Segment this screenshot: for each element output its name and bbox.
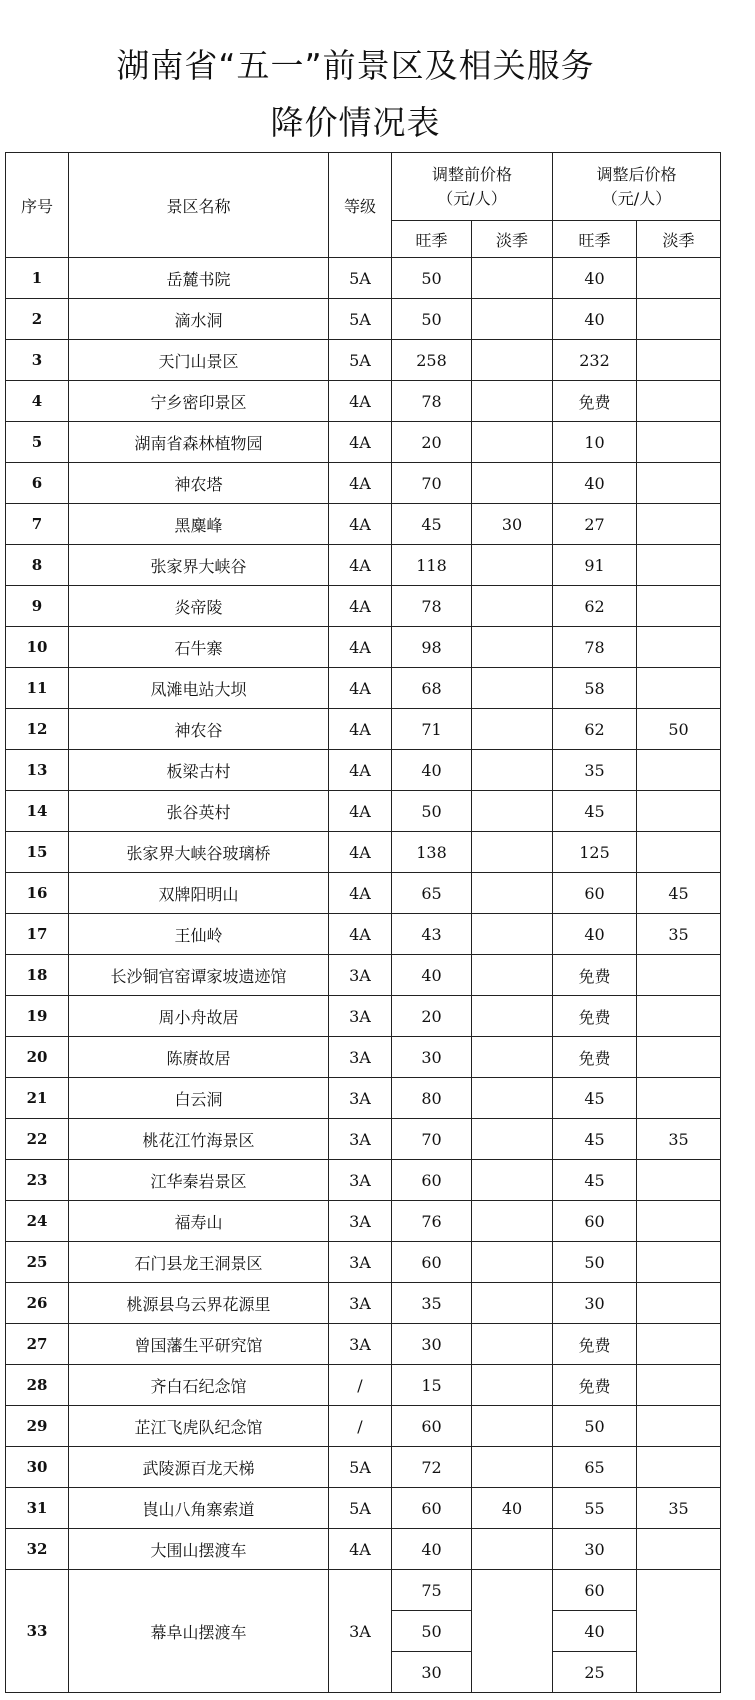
after-off-price-cell (637, 504, 721, 545)
page-title: 湖南省“五一”前景区及相关服务 (116, 46, 595, 85)
scenic-name-cell: 幕阜山摆渡车 (69, 1570, 329, 1693)
scenic-name-cell: 张谷英村 (69, 791, 329, 832)
table-row (6, 996, 721, 1037)
table-row (6, 1201, 721, 1242)
scenic-name-cell: 凤滩电站大坝 (69, 668, 329, 709)
before-off-price-cell (472, 914, 553, 955)
seq-cell: 23 (6, 1160, 69, 1201)
before-off-price-cell: 30 (472, 504, 553, 545)
table-row (6, 1406, 721, 1447)
before-off-price-cell (472, 832, 553, 873)
header-before-unit: （元/人） (437, 188, 507, 208)
after-off-price-cell (637, 1160, 721, 1201)
grade-cell: 4A (329, 914, 392, 955)
after-off-price-cell (637, 1365, 721, 1406)
before-off-price-cell (472, 1201, 553, 1242)
header-seq: 序号 (6, 153, 69, 258)
price-table (5, 152, 721, 1693)
scenic-name-cell: 桃花江竹海景区 (69, 1119, 329, 1160)
after-peak-price-cell: 45 (553, 791, 637, 832)
after-peak-price-cell: 62 (553, 586, 637, 627)
before-peak-price-cell: 40 (392, 1529, 472, 1570)
before-peak-price-cell: 50 (392, 791, 472, 832)
scenic-name-cell: 张家界大峡谷玻璃桥 (69, 832, 329, 873)
before-peak-price-cell: 50 (392, 1611, 472, 1652)
grade-cell: 4A (329, 709, 392, 750)
table-row (6, 1242, 721, 1283)
after-off-price-cell (637, 381, 721, 422)
seq-cell: 13 (6, 750, 69, 791)
before-peak-price-cell: 20 (392, 422, 472, 463)
after-off-price-cell (637, 1447, 721, 1488)
after-off-price-cell (637, 1283, 721, 1324)
before-off-price-cell (472, 1447, 553, 1488)
table-row (6, 1078, 721, 1119)
header-grade: 等级 (329, 153, 392, 258)
grade-cell: 4A (329, 422, 392, 463)
table-body (6, 258, 721, 1693)
scenic-name-cell: 桃源县乌云界花源里 (69, 1283, 329, 1324)
grade-cell: 4A (329, 504, 392, 545)
grade-cell: 4A (329, 463, 392, 504)
table-row (6, 504, 721, 545)
after-off-price-cell (637, 1078, 721, 1119)
after-peak-price-cell: 45 (553, 1078, 637, 1119)
after-off-price-cell: 35 (637, 1488, 721, 1529)
before-off-price-cell (472, 299, 553, 340)
seq-cell: 15 (6, 832, 69, 873)
grade-cell: 5A (329, 258, 392, 299)
before-off-price-cell (472, 258, 553, 299)
before-peak-price-cell: 75 (392, 1570, 472, 1611)
seq-cell: 28 (6, 1365, 69, 1406)
before-off-price-cell (472, 1365, 553, 1406)
before-peak-price-cell: 20 (392, 996, 472, 1037)
seq-cell: 16 (6, 873, 69, 914)
grade-cell: 3A (329, 1119, 392, 1160)
before-peak-price-cell: 43 (392, 914, 472, 955)
after-off-price-cell (637, 996, 721, 1037)
header-after-label: 调整后价格 (596, 164, 677, 184)
scenic-name-cell: 芷江飞虎队纪念馆 (69, 1406, 329, 1447)
seq-cell: 27 (6, 1324, 69, 1365)
scenic-name-cell: 白云洞 (69, 1078, 329, 1119)
header-after-peak: 旺季 (553, 221, 637, 258)
before-peak-price-cell: 60 (392, 1488, 472, 1529)
table-row (6, 340, 721, 381)
seq-cell: 14 (6, 791, 69, 832)
after-off-price-cell (637, 340, 721, 381)
after-peak-price-cell: 60 (553, 1201, 637, 1242)
seq-cell: 31 (6, 1488, 69, 1529)
table-row (6, 709, 721, 750)
after-peak-price-cell: 232 (553, 340, 637, 381)
header-before-peak: 旺季 (392, 221, 472, 258)
before-peak-price-cell: 40 (392, 750, 472, 791)
before-off-price-cell (472, 955, 553, 996)
before-off-price-cell (472, 1570, 553, 1693)
after-peak-price-cell: 50 (553, 1406, 637, 1447)
before-peak-price-cell: 68 (392, 668, 472, 709)
after-off-price-cell (637, 750, 721, 791)
before-peak-price-cell: 15 (392, 1365, 472, 1406)
after-off-price-cell (637, 586, 721, 627)
after-peak-price-cell: 60 (553, 873, 637, 914)
grade-cell: 3A (329, 1160, 392, 1201)
before-peak-price-cell: 70 (392, 1119, 472, 1160)
after-peak-price-cell: 25 (553, 1652, 637, 1693)
seq-cell: 11 (6, 668, 69, 709)
seq-cell: 2 (6, 299, 69, 340)
after-off-price-cell (637, 258, 721, 299)
after-off-price-cell (637, 422, 721, 463)
header-after-unit: （元/人） (601, 188, 672, 208)
scenic-name-cell: 天门山景区 (69, 340, 329, 381)
grade-cell: 3A (329, 1570, 392, 1693)
seq-cell: 4 (6, 381, 69, 422)
grade-cell: 3A (329, 1242, 392, 1283)
table-row (6, 873, 721, 914)
seq-cell: 7 (6, 504, 69, 545)
scenic-name-cell: 江华秦岩景区 (69, 1160, 329, 1201)
before-peak-price-cell: 50 (392, 258, 472, 299)
grade-cell: 5A (329, 1447, 392, 1488)
seq-cell: 22 (6, 1119, 69, 1160)
seq-cell: 17 (6, 914, 69, 955)
table-row (6, 1037, 721, 1078)
before-off-price-cell (472, 1078, 553, 1119)
before-peak-price-cell: 30 (392, 1037, 472, 1078)
grade-cell: 4A (329, 586, 392, 627)
scenic-name-cell: 陈赓故居 (69, 1037, 329, 1078)
before-off-price-cell (472, 1119, 553, 1160)
grade-cell: 3A (329, 1283, 392, 1324)
after-off-price-cell (637, 299, 721, 340)
table-row (6, 791, 721, 832)
table-row (6, 750, 721, 791)
header-before-label: 调整前价格 (431, 164, 512, 184)
after-peak-price-cell: 45 (553, 1160, 637, 1201)
before-off-price-cell (472, 1406, 553, 1447)
seq-cell: 24 (6, 1201, 69, 1242)
after-peak-price-cell: 62 (553, 709, 637, 750)
scenic-name-cell: 曾国藩生平研究馆 (69, 1324, 329, 1365)
scenic-name-cell: 神农塔 (69, 463, 329, 504)
before-peak-price-cell: 35 (392, 1283, 472, 1324)
table-row (6, 1365, 721, 1406)
after-off-price-cell: 45 (637, 873, 721, 914)
before-peak-price-cell: 78 (392, 381, 472, 422)
scenic-name-cell: 石牛寨 (69, 627, 329, 668)
seq-cell: 19 (6, 996, 69, 1037)
header-before-price (392, 153, 553, 221)
after-peak-price-cell: 40 (553, 258, 637, 299)
scenic-name-cell: 神农谷 (69, 709, 329, 750)
scenic-name-cell: 张家界大峡谷 (69, 545, 329, 586)
after-peak-price-cell: 50 (553, 1242, 637, 1283)
after-off-price-cell (637, 463, 721, 504)
before-peak-price-cell: 98 (392, 627, 472, 668)
table-row (6, 258, 721, 299)
grade-cell: 4A (329, 545, 392, 586)
after-peak-price-cell: 免费 (553, 381, 637, 422)
grade-cell: 5A (329, 1488, 392, 1529)
after-peak-price-cell: 55 (553, 1488, 637, 1529)
seq-cell: 5 (6, 422, 69, 463)
scenic-name-cell: 石门县龙王洞景区 (69, 1242, 329, 1283)
grade-cell: 5A (329, 340, 392, 381)
after-off-price-cell: 50 (637, 709, 721, 750)
after-peak-price-cell: 免费 (553, 1324, 637, 1365)
seq-cell: 30 (6, 1447, 69, 1488)
after-off-price-cell: 35 (637, 914, 721, 955)
grade-cell: 3A (329, 1078, 392, 1119)
seq-cell: 26 (6, 1283, 69, 1324)
after-peak-price-cell: 58 (553, 668, 637, 709)
grade-cell: 5A (329, 299, 392, 340)
table-row (6, 1447, 721, 1488)
seq-cell: 10 (6, 627, 69, 668)
before-off-price-cell (472, 1283, 553, 1324)
table-row (6, 1488, 721, 1529)
table-row (6, 586, 721, 627)
before-off-price-cell (472, 545, 553, 586)
grade-cell: 3A (329, 1201, 392, 1242)
seq-cell: 9 (6, 586, 69, 627)
after-peak-price-cell: 30 (553, 1283, 637, 1324)
grade-cell: 4A (329, 1529, 392, 1570)
before-off-price-cell (472, 586, 553, 627)
before-off-price-cell (472, 709, 553, 750)
after-off-price-cell (637, 1324, 721, 1365)
after-off-price-cell: 35 (637, 1119, 721, 1160)
after-peak-price-cell: 免费 (553, 1037, 637, 1078)
scenic-name-cell: 炎帝陵 (69, 586, 329, 627)
table-row (6, 381, 721, 422)
after-peak-price-cell: 78 (553, 627, 637, 668)
table-row (6, 1529, 721, 1570)
before-peak-price-cell: 78 (392, 586, 472, 627)
before-peak-price-cell: 71 (392, 709, 472, 750)
after-peak-price-cell: 125 (553, 832, 637, 873)
after-off-price-cell (637, 668, 721, 709)
grade-cell: 4A (329, 832, 392, 873)
grade-cell: 4A (329, 750, 392, 791)
scenic-name-cell: 黑麋峰 (69, 504, 329, 545)
seq-cell: 29 (6, 1406, 69, 1447)
scenic-name-cell: 崀山八角寨索道 (69, 1488, 329, 1529)
after-off-price-cell (637, 955, 721, 996)
after-peak-price-cell: 65 (553, 1447, 637, 1488)
after-peak-price-cell: 40 (553, 299, 637, 340)
seq-cell: 33 (6, 1570, 69, 1693)
scenic-name-cell: 福寿山 (69, 1201, 329, 1242)
scenic-name-cell: 湖南省森林植物园 (69, 422, 329, 463)
after-off-price-cell (637, 1406, 721, 1447)
header-name: 景区名称 (69, 153, 329, 258)
before-peak-price-cell: 50 (392, 299, 472, 340)
before-off-price-cell (472, 668, 553, 709)
before-peak-price-cell: 60 (392, 1242, 472, 1283)
header-before-off: 淡季 (472, 221, 553, 258)
grade-cell: 3A (329, 1324, 392, 1365)
after-off-price-cell (637, 832, 721, 873)
after-peak-price-cell: 40 (553, 914, 637, 955)
seq-cell: 21 (6, 1078, 69, 1119)
grade-cell: 3A (329, 996, 392, 1037)
before-off-price-cell (472, 340, 553, 381)
scenic-name-cell: 岳麓书院 (69, 258, 329, 299)
before-off-price-cell (472, 1324, 553, 1365)
before-off-price-cell (472, 1242, 553, 1283)
before-off-price-cell (472, 791, 553, 832)
before-off-price-cell (472, 873, 553, 914)
before-peak-price-cell: 76 (392, 1201, 472, 1242)
before-off-price-cell (472, 750, 553, 791)
seq-cell: 12 (6, 709, 69, 750)
before-peak-price-cell: 258 (392, 340, 472, 381)
before-off-price-cell (472, 1160, 553, 1201)
before-peak-price-cell: 118 (392, 545, 472, 586)
seq-cell: 3 (6, 340, 69, 381)
table-row (6, 668, 721, 709)
after-peak-price-cell: 27 (553, 504, 637, 545)
after-off-price-cell (637, 627, 721, 668)
table-row (6, 914, 721, 955)
table-row (6, 1324, 721, 1365)
table-row (6, 627, 721, 668)
table-row (6, 832, 721, 873)
scenic-name-cell: 大围山摆渡车 (69, 1529, 329, 1570)
grade-cell: 4A (329, 791, 392, 832)
before-peak-price-cell: 80 (392, 1078, 472, 1119)
table-row (6, 1160, 721, 1201)
before-off-price-cell (472, 627, 553, 668)
header-after-off: 淡季 (637, 221, 721, 258)
header-after-price (553, 153, 721, 221)
after-off-price-cell (637, 1201, 721, 1242)
after-off-price-cell (637, 1242, 721, 1283)
seq-cell: 25 (6, 1242, 69, 1283)
before-peak-price-cell: 45 (392, 504, 472, 545)
scenic-name-cell: 双牌阳明山 (69, 873, 329, 914)
page-subtitle: 降价情况表 (270, 103, 441, 142)
seq-cell: 6 (6, 463, 69, 504)
before-peak-price-cell: 138 (392, 832, 472, 873)
scenic-name-cell: 宁乡密印景区 (69, 381, 329, 422)
before-peak-price-cell: 60 (392, 1406, 472, 1447)
scenic-name-cell: 滴水洞 (69, 299, 329, 340)
before-off-price-cell (472, 381, 553, 422)
before-peak-price-cell: 70 (392, 463, 472, 504)
after-peak-price-cell: 30 (553, 1529, 637, 1570)
before-peak-price-cell: 30 (392, 1324, 472, 1365)
grade-cell: 4A (329, 873, 392, 914)
table-row (6, 463, 721, 504)
after-off-price-cell (637, 545, 721, 586)
seq-cell: 32 (6, 1529, 69, 1570)
after-peak-price-cell: 免费 (553, 1365, 637, 1406)
after-peak-price-cell: 免费 (553, 955, 637, 996)
before-peak-price-cell: 72 (392, 1447, 472, 1488)
grade-cell: / (329, 1365, 392, 1406)
before-peak-price-cell: 30 (392, 1652, 472, 1693)
after-peak-price-cell: 91 (553, 545, 637, 586)
before-off-price-cell (472, 1529, 553, 1570)
before-off-price-cell (472, 422, 553, 463)
seq-cell: 8 (6, 545, 69, 586)
after-peak-price-cell: 40 (553, 1611, 637, 1652)
grade-cell: 3A (329, 955, 392, 996)
after-off-price-cell (637, 1570, 721, 1693)
after-peak-price-cell: 10 (553, 422, 637, 463)
after-peak-price-cell: 35 (553, 750, 637, 791)
before-off-price-cell (472, 1037, 553, 1078)
grade-cell: 3A (329, 1037, 392, 1078)
scenic-name-cell: 王仙岭 (69, 914, 329, 955)
seq-cell: 18 (6, 955, 69, 996)
seq-cell: 20 (6, 1037, 69, 1078)
after-peak-price-cell: 免费 (553, 996, 637, 1037)
table-row (6, 545, 721, 586)
after-off-price-cell (637, 1037, 721, 1078)
scenic-name-cell: 周小舟故居 (69, 996, 329, 1037)
scenic-name-cell: 板梁古村 (69, 750, 329, 791)
before-off-price-cell (472, 463, 553, 504)
before-off-price-cell (472, 996, 553, 1037)
after-off-price-cell (637, 1529, 721, 1570)
grade-cell: / (329, 1406, 392, 1447)
before-peak-price-cell: 60 (392, 1160, 472, 1201)
table-row (6, 955, 721, 996)
grade-cell: 4A (329, 627, 392, 668)
after-off-price-cell (637, 791, 721, 832)
before-peak-price-cell: 65 (392, 873, 472, 914)
after-peak-price-cell: 40 (553, 463, 637, 504)
scenic-name-cell: 齐白石纪念馆 (69, 1365, 329, 1406)
scenic-name-cell: 武陵源百龙天梯 (69, 1447, 329, 1488)
table-row (6, 422, 721, 463)
table-row (6, 1283, 721, 1324)
after-peak-price-cell: 45 (553, 1119, 637, 1160)
grade-cell: 4A (329, 668, 392, 709)
table-row (6, 1570, 721, 1611)
before-peak-price-cell: 40 (392, 955, 472, 996)
table-row (6, 299, 721, 340)
grade-cell: 4A (329, 381, 392, 422)
before-off-price-cell: 40 (472, 1488, 553, 1529)
table-row (6, 1119, 721, 1160)
seq-cell: 1 (6, 258, 69, 299)
after-peak-price-cell: 60 (553, 1570, 637, 1611)
scenic-name-cell: 长沙铜官窑谭家坡遗迹馆 (69, 955, 329, 996)
